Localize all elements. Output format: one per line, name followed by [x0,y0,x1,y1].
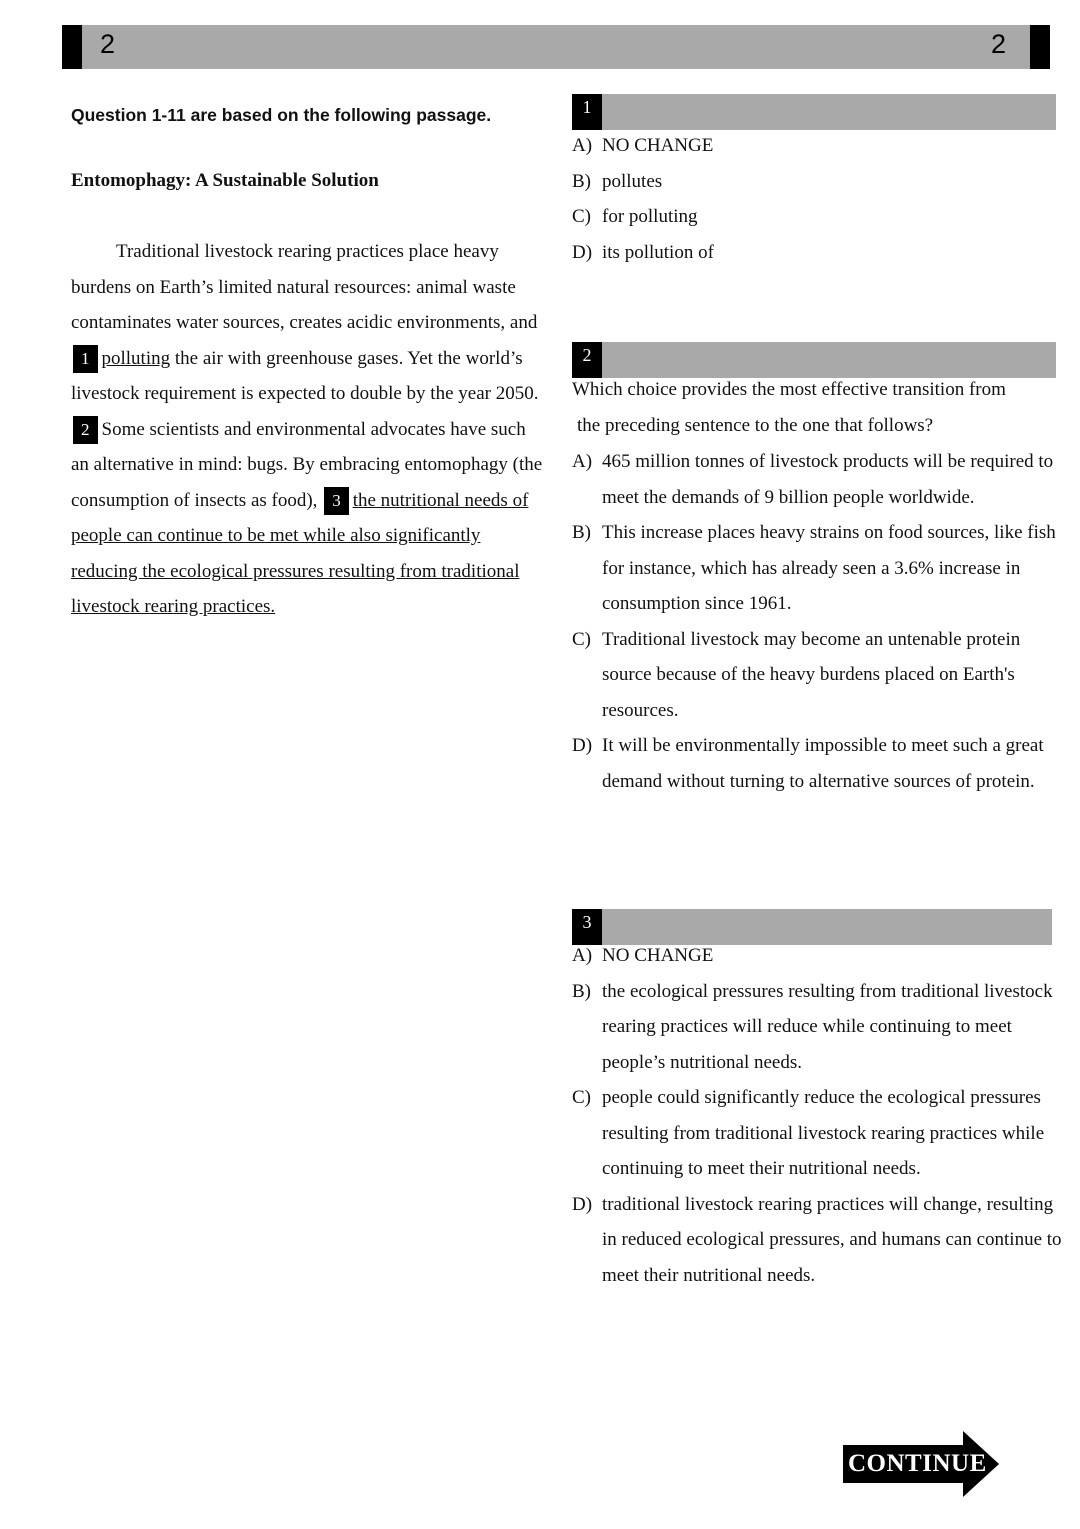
question-3-option-c[interactable] [572,1080,1068,1187]
option-text: 465 million tonnes of livestock products will be required to meet the demands of 9 billion people worldwide. [602,451,1054,508]
option-text: This increase places heavy strains on food sources, like fish for instance, which has already seen a 3.6% increase in consumption since 1961. [602,522,1056,614]
question-2-option-a[interactable] [572,444,1056,515]
question-2-option-d[interactable] [572,728,1056,799]
question-1-option-b[interactable] [572,164,1056,200]
header-left-marker [62,25,82,69]
option-text: for polluting [602,206,698,227]
header-right-marker [1030,25,1050,69]
passage-intro: Question 1-11 are based on the following passage. [71,105,492,125]
option-letter: B) [572,522,591,543]
option-text: pollutes [602,170,663,192]
option-letter: D) [572,241,593,263]
question-2-stem [572,372,1056,444]
passage-text-2: the air with greenhouse gases. Yet the world’s livestock requirement is expected to double by the year 2050. [71,347,539,404]
question-2-option-c[interactable] [572,622,1056,729]
question-3-number: 3 [572,909,602,945]
question-marker-1[interactable]: 1 [73,345,98,373]
question-1-option-c[interactable] [572,199,1056,235]
question-3 [572,909,1068,1293]
continue-button[interactable] [843,1431,999,1497]
question-2-option-b[interactable] [572,515,1056,622]
passage-text-1: Traditional livestock rearing practices place heavy burdens on Earth’s limited natural resources: animal waste contaminates water sources, creates acidic environments, and [71,241,538,333]
passage-text-3: Some scientists and environmental advocates have such an alternative in mind: bugs. By embracing entomophagy (the consumption of insects as food), [71,418,543,511]
question-1-header [572,94,1056,130]
option-text: NO CHANGE [602,945,714,966]
option-text: NO CHANGE [602,135,714,156]
question-2-header [572,342,1056,378]
question-2-stem-line-2: the preceding sentence to the one that follows? [577,415,934,436]
option-letter: C) [572,628,591,650]
question-2-number: 2 [572,342,602,378]
option-letter: A) [572,135,593,156]
continue-label: CONTINUE [848,1450,987,1477]
option-letter: C) [572,206,591,227]
option-letter: C) [572,1087,591,1108]
question-1 [572,94,1056,270]
question-2 [572,342,1056,799]
underlined-text-1: polluting [101,347,171,369]
option-letter: B) [572,170,591,192]
question-2-stem-line-1: Which choice provides the most effective transition from [572,379,1006,400]
page-number-right: 2 [990,29,1006,59]
passage-title: Entomophagy: A Sustainable Solution [71,170,379,191]
option-text: Traditional livestock may become an untenable protein source because of the heavy burdens placed on Earth's resources. [602,628,1021,721]
question-1-number: 1 [572,94,602,130]
option-text: the ecological pressures resulting from traditional livestock rearing practices will reduce while continuing to meet people’s nutritional needs. [602,980,1053,1073]
option-letter: A) [572,945,593,966]
passage-body [71,234,546,625]
question-3-option-d[interactable] [572,1187,1068,1294]
option-letter: D) [572,1193,593,1215]
question-1-option-d[interactable] [572,235,1056,271]
option-text: traditional livestock rearing practices will change, resulting in reduced ecological pressures, and humans can continue to meet their nutritional needs. [602,1193,1062,1286]
option-letter: B) [572,980,591,1002]
option-letter: A) [572,451,593,472]
question-marker-2[interactable]: 2 [73,416,98,444]
question-3-option-b[interactable] [572,974,1068,1081]
page-number-left: 2 [100,29,116,59]
passage-column [71,100,546,625]
option-text: its pollution of [602,241,714,263]
option-text: It will be environmentally impossible to meet such a great demand without turning to alternative sources of protein. [602,735,1044,792]
underlined-text-3: the nutritional needs of people can continue to be met while also significantly reducing the ecological pressures resulting from traditional livestock rearing practices. [71,489,529,617]
question-marker-3[interactable]: 3 [324,487,349,515]
option-letter: D) [572,735,593,756]
question-1-option-a[interactable] [572,128,1056,164]
question-3-header [572,909,1052,945]
page-header-bar [62,25,1050,69]
option-text: people could significantly reduce the ecological pressures resulting from traditional livestock rearing practices while continuing to meet their nutritional needs. [602,1087,1045,1179]
